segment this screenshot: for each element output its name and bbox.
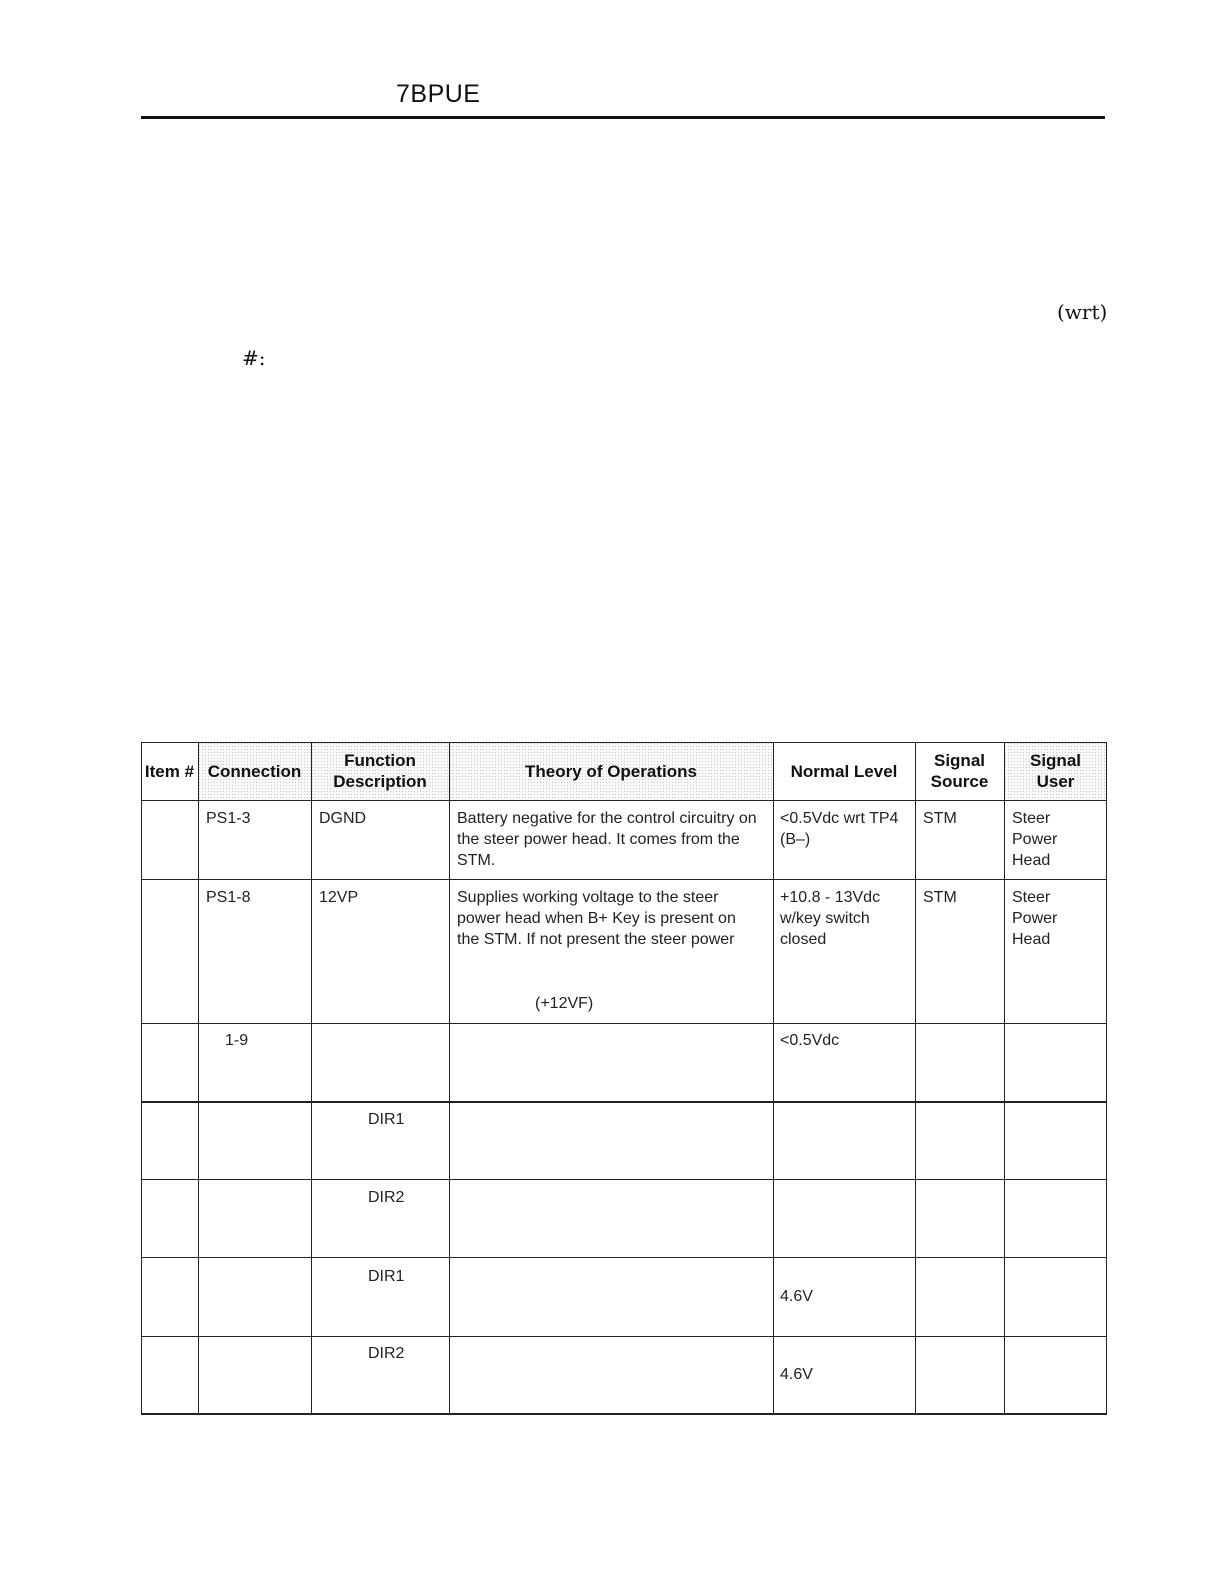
- table-rule: [141, 800, 1107, 801]
- row1-connection: PS1-3: [206, 810, 251, 827]
- signal-table: [141, 742, 1107, 1415]
- header-signal-user: Signal User: [1004, 742, 1107, 800]
- row2-normal-level: +10.8 - 13Vdc w/key switch closed: [780, 889, 881, 948]
- row6-normal-level: 4.6V: [780, 1288, 813, 1305]
- row6-function: DIR1: [368, 1268, 405, 1285]
- table-rule: [141, 1336, 1107, 1337]
- row2-signal-user: Steer Power Head: [1012, 889, 1058, 948]
- row4-function: DIR1: [368, 1111, 405, 1128]
- row7-function: DIR2: [368, 1345, 405, 1362]
- header-item: Item #: [141, 742, 198, 800]
- table-rule: [141, 1179, 1107, 1180]
- header-function: Function Description: [311, 742, 449, 800]
- text-fragment-wrt: (wrt): [1057, 300, 1108, 324]
- row3-connection: 1-9: [225, 1032, 249, 1049]
- document-title: 7BPUE: [396, 80, 481, 108]
- table-border: [1106, 742, 1107, 1415]
- row2-signal-source: STM: [923, 889, 957, 906]
- table-border: [311, 742, 312, 1415]
- header-normal-level: Normal Level: [773, 742, 915, 800]
- table-rule: [141, 1257, 1107, 1258]
- table-border: [773, 742, 774, 1415]
- header-signal-source: Signal Source: [915, 742, 1004, 800]
- row1-theory: Battery negative for the control circuitry on the steer power head. It comes from the STM.: [457, 810, 757, 869]
- row5-function: DIR2: [368, 1189, 405, 1206]
- row2-theory: Supplies working voltage to the steer power head when B+ Key is present on the STM. If not present the steer power: [457, 889, 736, 948]
- text-fragment-hash: #:: [242, 346, 266, 370]
- table-border: [141, 742, 142, 1415]
- table-rule: [141, 1413, 1107, 1415]
- table-border: [449, 742, 450, 1415]
- header-rule: [141, 116, 1105, 119]
- row2-function: 12VP: [319, 889, 359, 906]
- table-rule: [141, 879, 1107, 880]
- row1-signal-user: Steer Power Head: [1012, 810, 1058, 869]
- table-rule: [141, 1023, 1107, 1024]
- row3-normal-level: <0.5Vdc: [780, 1032, 840, 1049]
- row1-normal-level: <0.5Vdc wrt TP4 (B–): [780, 810, 899, 848]
- row2-theory-fragment: (+12VF): [535, 995, 594, 1012]
- table-border: [198, 742, 199, 1415]
- row2-connection: PS1-8: [206, 889, 251, 906]
- row1-signal-source: STM: [923, 810, 957, 827]
- table-rule: [141, 1101, 1107, 1103]
- table-border: [1004, 742, 1005, 1415]
- row1-function: DGND: [319, 810, 367, 827]
- table-rule: [141, 742, 1107, 743]
- row7-normal-level: 4.6V: [780, 1366, 813, 1383]
- header-theory: Theory of Operations: [449, 742, 773, 800]
- header-connection: Connection: [198, 742, 311, 800]
- table-border: [915, 742, 916, 1415]
